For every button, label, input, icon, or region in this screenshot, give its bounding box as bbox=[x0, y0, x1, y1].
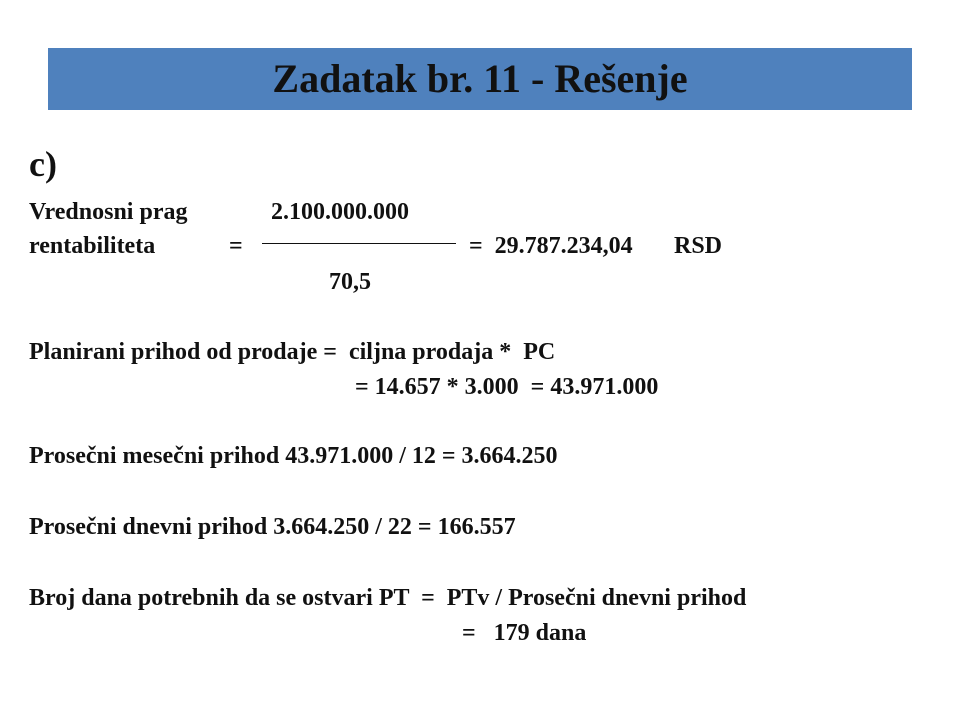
daily-revenue-line: Prosečni dnevni prihod 3.664.250 / 22 = 166.557 bbox=[29, 514, 516, 540]
days-needed-formula: Broj dana potrebnih da se ostvari PT = PTv / Prosečni dnevni prihod bbox=[29, 585, 747, 611]
currency-label: RSD bbox=[674, 233, 723, 259]
monthly-revenue-line: Prosečni mesečni prihod 43.971.000 / 12 = 3.664.250 bbox=[29, 443, 558, 469]
break-even-label-line1: Vrednosni prag bbox=[29, 199, 188, 225]
planned-revenue-formula: Planirani prihod od prodaje = ciljna prodaja * PC bbox=[29, 339, 556, 365]
days-needed-result: = 179 dana bbox=[462, 620, 587, 646]
planned-revenue-calculation: = 14.657 * 3.000 = 43.971.000 bbox=[355, 374, 659, 400]
slide-title: Zadatak br. 11 - Rešenje bbox=[272, 56, 688, 101]
break-even-label-line2: rentabiliteta bbox=[29, 233, 156, 259]
equals-sign: = bbox=[229, 233, 243, 259]
fraction-denominator: 70,5 bbox=[329, 269, 371, 295]
section-label: c) bbox=[29, 144, 57, 184]
fraction-line bbox=[262, 243, 456, 244]
fraction-numerator: 2.100.000.000 bbox=[271, 199, 409, 225]
title-bar bbox=[48, 48, 912, 110]
break-even-result: = 29.787.234,04 bbox=[469, 233, 633, 259]
